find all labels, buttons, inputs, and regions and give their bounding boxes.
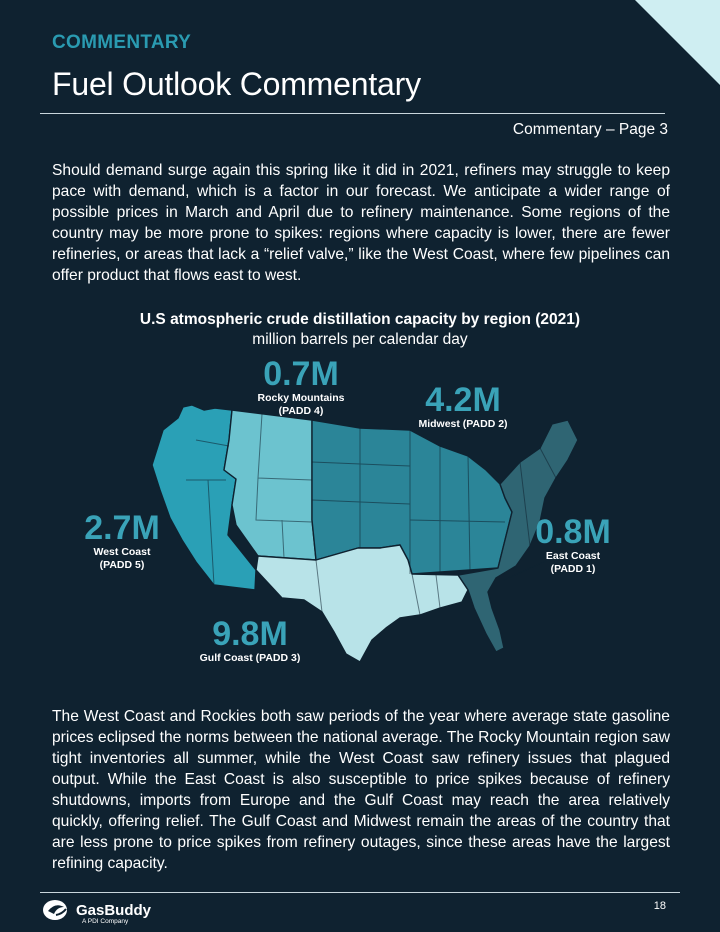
- body-paragraph: The West Coast and Rockies both saw periods of the year where average state gasoline prices eclipsed the norms between the national average. The Rocky Mountain region saw tight inventories all summer, while the West Coast saw refinery issues that plagued output. While the East Coast is also susceptible to price spikes because of refinery shutdowns, imports from Europe and the Gulf Coast may reach the area relatively quickly, offering relief. The Gulf Coast and Midwest remain the areas of the country that are less prone to price spikes from refinery outages, since these areas have the largest refining capacity.: [52, 708, 670, 872]
- section-label: COMMENTARY: [52, 32, 192, 53]
- code-padd4: (PADD 4): [278, 405, 324, 417]
- region-padd2-shape: [312, 420, 512, 574]
- label-padd1: [528, 514, 618, 576]
- name-padd4: Rocky Mountains: [257, 392, 345, 404]
- map-subtitle: million barrels per calendar day: [252, 331, 468, 348]
- gasbuddy-logo: [42, 898, 152, 925]
- value-padd5: 2.7M: [84, 509, 160, 547]
- region-padd4-shape: [224, 410, 316, 560]
- page-reference: Commentary – Page 3: [512, 121, 668, 138]
- map-title: U.S atmospheric crude distillation capacity by region (2021): [139, 311, 581, 328]
- value-padd3: 9.8M: [212, 615, 288, 653]
- page-title: Fuel Outlook Commentary: [52, 66, 421, 102]
- page-number: 18: [653, 900, 666, 912]
- value-padd1: 0.8M: [535, 513, 611, 551]
- code-padd1: (PADD 1): [550, 563, 596, 575]
- name-padd5: West Coast: [93, 546, 151, 558]
- label-padd2: [408, 382, 518, 431]
- label-padd4: [246, 356, 356, 418]
- value-padd2: 4.2M: [425, 381, 501, 419]
- footer-divider: [40, 892, 680, 893]
- logo-subtitle: A PDI Company: [82, 918, 129, 925]
- logo-name: GasBuddy: [76, 901, 152, 919]
- name-padd1: East Coast: [545, 550, 601, 562]
- intro-paragraph: Should demand surge again this spring like it did in 2021, refiners may struggle to keep pace with demand, which is a factor in our forecast. We anticipate a wider range of possible prices in March and April due to refinery maintenance. Some regions of the country may be more prone to spikes: regions where capacity is lower, there are fewer refineries, or areas that lack a “relief valve,” like the West Coast, where few pipelines can offer product that flows east to west.: [52, 162, 670, 284]
- label-padd5: [74, 510, 170, 572]
- name-padd2: Midwest (PADD 2): [418, 418, 508, 430]
- label-padd3: [180, 616, 320, 665]
- name-padd3: Gulf Coast (PADD 3): [199, 652, 301, 664]
- code-padd5: (PADD 5): [99, 559, 145, 571]
- value-padd4: 0.7M: [263, 355, 339, 393]
- gasbuddy-logo-icon: [42, 898, 72, 922]
